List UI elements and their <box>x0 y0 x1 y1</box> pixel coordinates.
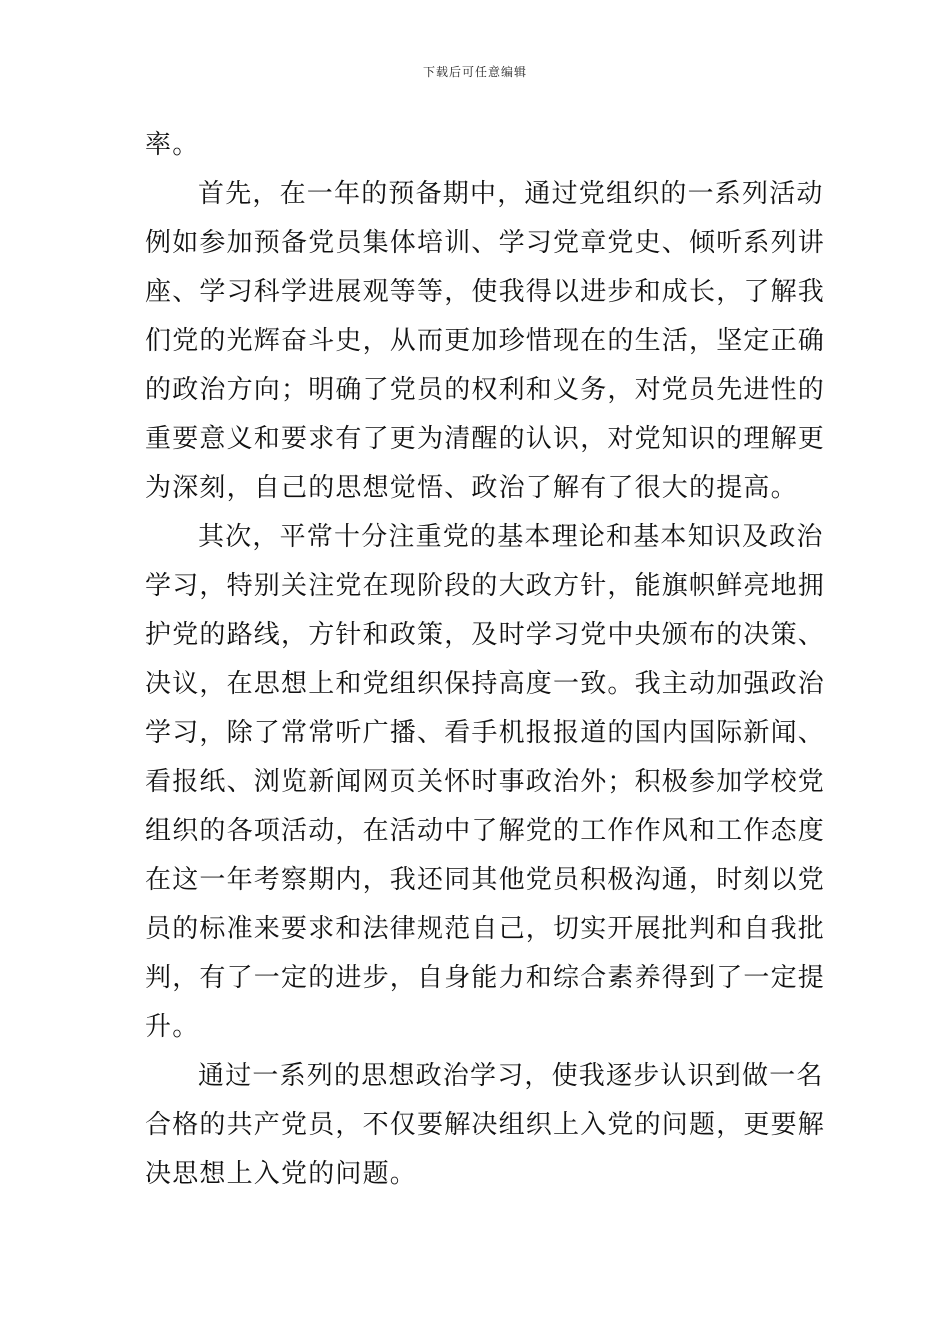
text-line: 率。 <box>145 130 200 160</box>
text-line: 决思想上入党的问题。 <box>145 1159 418 1189</box>
text-line: 重要意义和要求有了更为清醒的认识，对党知识的理解更 <box>145 424 826 454</box>
text-line: 在这一年考察期内，我还同其他党员积极沟通，时刻以党 <box>145 865 826 895</box>
text-line: 为深刻，自己的思想觉悟、政治了解有了很大的提高。 <box>145 473 798 503</box>
text-line: 看报纸、浏览新闻网页关怀时事政治外；积极参加学校党 <box>145 767 826 797</box>
document-body <box>145 121 826 1199</box>
text-line: 例如参加预备党员集体培训、学习党章党史、倾听系列讲 <box>145 228 826 258</box>
text-line: 的政治方向；明确了党员的权利和义务，对党员先进性的 <box>145 375 826 405</box>
text-line: 决议，在思想上和党组织保持高度一致。我主动加强政治 <box>145 669 826 699</box>
paragraph-first-line: 其次，平常十分注重党的基本理论和基本知识及政治 <box>198 522 824 552</box>
text-line: 组织的各项活动，在活动中了解党的工作作风和工作态度 <box>145 816 826 846</box>
paragraph-first-line: 通过一系列的思想政治学习，使我逐步认识到做一名 <box>198 1061 824 1091</box>
text-line: 座、学习科学进展观等等，使我得以进步和成长，了解我 <box>145 277 826 307</box>
text-line: 学习，特别关注党在现阶段的大政方针，能旗帜鲜亮地拥 <box>145 571 826 601</box>
text-line: 员的标准来要求和法律规范自己，切实开展批判和自我批 <box>145 914 826 944</box>
text-line: 护党的路线，方针和政策，及时学习党中央颁布的决策、 <box>145 620 826 650</box>
text-line: 们党的光辉奋斗史，从而更加珍惜现在的生活，坚定正确 <box>145 326 826 356</box>
page-header: 下载后可任意编辑 <box>422 65 527 79</box>
text-line: 合格的共产党员，不仅要解决组织上入党的问题，更要解 <box>145 1110 826 1140</box>
text-line: 升。 <box>145 1012 200 1042</box>
text-line: 判，有了一定的进步，自身能力和综合素养得到了一定提 <box>145 963 826 993</box>
text-line: 学习，除了常常听广播、看手机报报道的国内国际新闻、 <box>145 718 826 748</box>
paragraph-first-line: 首先，在一年的预备期中，通过党组织的一系列活动 <box>198 179 824 209</box>
